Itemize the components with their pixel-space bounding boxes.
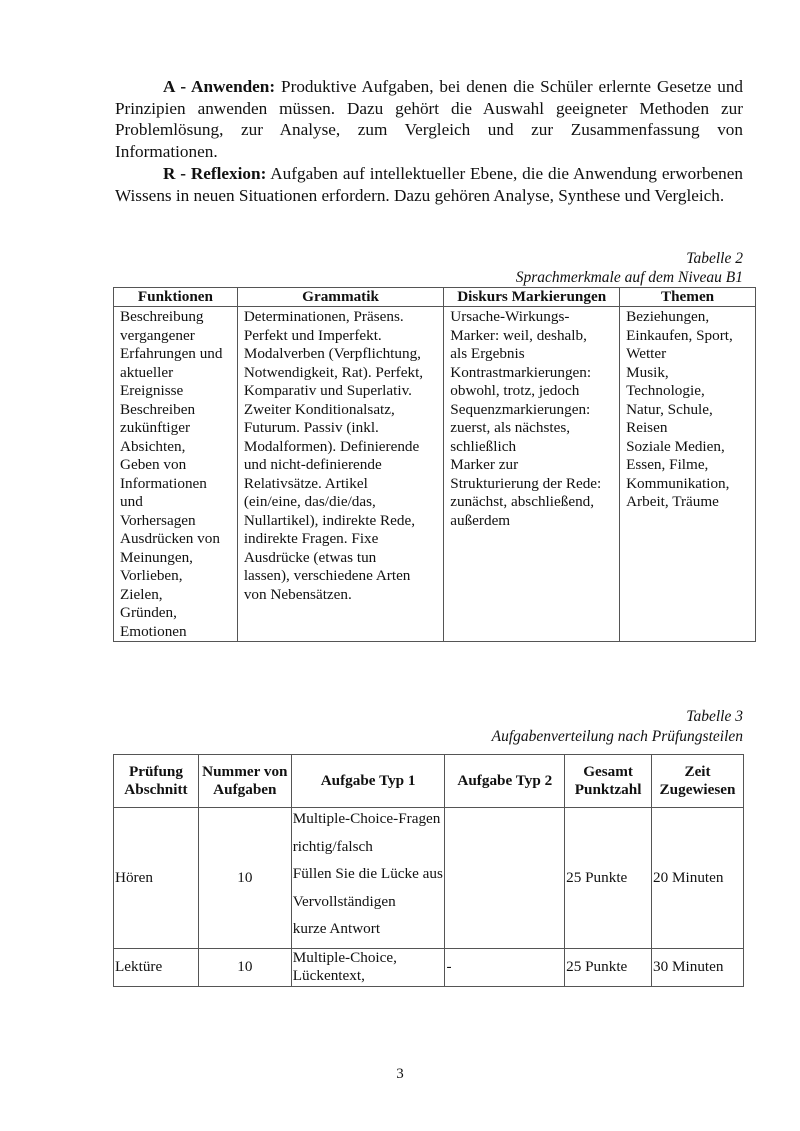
table2-funktionen-line: Vorhersagen: [120, 511, 196, 529]
table2-funktionen-line: Ausdrücken von: [120, 530, 220, 547]
table2-funktionen-line: Vorlieben,: [120, 567, 183, 584]
table3-cell-section: Hören: [114, 808, 199, 949]
table2-funktionen-line: Informationen: [120, 474, 207, 492]
table2-grammatik-line: Modalverben (Verpflichtung,: [243, 345, 421, 362]
table2-cell-grammatik: [237, 307, 443, 642]
table3-header-zeit-line2: Zugewiesen: [659, 781, 736, 798]
table2-grammatik-line: Zweiter Konditionalsatz,: [243, 400, 395, 418]
paragraph-lead-anwenden: A - Anwenden:: [163, 77, 276, 96]
table2-funktionen-line: Zielen,: [120, 585, 163, 603]
table3-cell-time: 30 Minuten: [652, 948, 744, 986]
table3-header-punktzahl-line1: Gesamt: [583, 762, 633, 780]
table3-cell-section: Lektüre: [114, 948, 199, 986]
type1-item: Multiple-Choice,: [292, 948, 397, 966]
table3-header-nummer-line1: Nummer von: [202, 762, 288, 780]
table2-cell-diskurs: [444, 307, 620, 642]
paragraph-text-anwenden: Produktive Aufgaben, bei denen die Schüler erlernte Gesetze und Prinzipien anwenden müssen. Dazu gehört die Auswahl geeigneter Methoden zur Problemlösung, zur Analyse, zum Vergleich und zur Zusammenfassung von Informationen.: [115, 77, 744, 161]
table2-grammatik-line: und nicht-definierende: [243, 456, 382, 473]
table2-diskurs-line: außerdem: [450, 511, 511, 529]
table2-grammatik-line: Komparativ und Superlativ.: [243, 382, 412, 399]
type1-item: Lückentext,: [292, 967, 365, 984]
table2-themen-line: Reisen: [626, 419, 668, 436]
table3-caption-title: Aufgabenverteilung nach Prüfungsteilen: [491, 728, 743, 745]
type1-item: Multiple-Choice-Fragen: [292, 810, 441, 827]
table3-cell-type1: [291, 948, 445, 986]
table3-header-pruefung-line2: Abschnitt: [124, 781, 188, 798]
table2-funktionen-line: Geben von: [120, 456, 187, 473]
table3-cell-type2: [445, 808, 565, 949]
table2-funktionen-line: Ereignisse: [120, 382, 184, 399]
table2-funktionen-line: Gründen,: [120, 604, 177, 621]
table3-header-nummer-line2: Aufgaben: [213, 781, 277, 798]
table3-header-typ2: Aufgabe Typ 2: [445, 755, 565, 808]
table2-grammatik-line: (ein/eine, das/die/das,: [243, 493, 376, 510]
table2-funktionen-line: Absichten,: [120, 437, 186, 455]
type1-item: richtig/falsch: [292, 837, 373, 855]
table2-themen-line: Essen, Filme,: [626, 456, 709, 473]
table2-cell-themen: [620, 307, 756, 642]
table2-caption-label: Tabelle 2: [686, 250, 743, 267]
table3-header-pruefung-line1: Prüfung: [128, 762, 183, 780]
table2-header-grammatik: Grammatik: [237, 288, 443, 307]
table3-cell-type2: -: [445, 948, 565, 986]
table2-funktionen-line: Meinungen,: [120, 548, 193, 566]
table3-cell-points: 25 Punkte: [565, 808, 652, 949]
table2-grammatik-line: Ausdrücke (etwas tun: [243, 548, 377, 566]
type1-item: kurze Antwort: [292, 920, 381, 937]
paragraph-lead-reflexion: R - Reflexion:: [163, 164, 267, 183]
table2-themen-line: Arbeit, Träume: [626, 493, 719, 510]
table2-grammatik-line: Determinationen, Präsens.: [243, 308, 404, 325]
table3-header-typ1: Aufgabe Typ 1: [291, 755, 445, 808]
table3-header-zeit: [652, 755, 744, 808]
table3-cell-time: 20 Minuten: [652, 808, 744, 949]
table2-grammatik-line: Perfekt und Imperfekt.: [243, 326, 382, 344]
table3-header-row: [114, 755, 744, 808]
table2-grammatik-line: lassen), verschiedene Arten: [243, 567, 411, 584]
table2-diskurs-line: Strukturierung der Rede:: [450, 474, 602, 492]
table3-header-nummer: [198, 755, 291, 808]
table2-diskurs-line: als Ergebnis: [450, 345, 525, 362]
table3-cell-points: 25 Punkte: [565, 948, 652, 986]
table2-grammatik-line: Relativsätze. Artikel: [243, 474, 368, 492]
table2-row: [114, 307, 756, 642]
table2-themen-line: Soziale Medien,: [626, 437, 725, 455]
table2-diskurs-line: Ursache-Wirkungs-: [450, 308, 570, 325]
table2-diskurs-line: Kontrastmarkierungen:: [450, 363, 592, 381]
table2-diskurs-line: zuerst, als nächstes,: [450, 419, 571, 436]
table2-diskurs-line: schließlich: [450, 437, 517, 455]
table2-themen-line: Musik,: [626, 363, 669, 381]
table3-header-punktzahl: [565, 755, 652, 808]
table2-themen-line: Natur, Schule,: [626, 400, 713, 418]
table2-funktionen-line: zukünftiger: [120, 419, 191, 436]
table2-caption-title: Sprachmerkmale auf dem Niveau B1: [515, 269, 743, 286]
table2-funktionen-line: aktueller: [120, 363, 174, 381]
table2-themen-line: Technologie,: [626, 382, 705, 399]
table2-diskurs-line: Marker zur: [450, 456, 519, 473]
paragraph-reflexion: [115, 163, 743, 206]
table2-funktionen-line: Beschreiben: [120, 400, 196, 418]
table-sprachmerkmale: [113, 287, 756, 642]
table2-header-row: [114, 288, 756, 307]
table3-caption-label: Tabelle 3: [686, 708, 743, 725]
table2-themen-line: Einkaufen, Sport,: [626, 326, 733, 344]
table2-grammatik-line: Notwendigkeit, Rat). Perfekt,: [243, 363, 424, 381]
table-aufgabenverteilung: [113, 754, 744, 987]
table2-header-themen: Themen: [620, 288, 756, 307]
type1-item: Vervollständigen: [292, 892, 396, 910]
table3-cell-count: 10: [198, 808, 291, 949]
paragraph-text-reflexion: Aufgaben auf intellektueller Ebene, die die Anwendung erworbenen Wissens in neuen Situationen erfordern. Dazu gehören Analyse, Synthese und Vergleich.: [115, 164, 743, 205]
table3-header-punktzahl-line2: Punktzahl: [574, 781, 642, 798]
table2-funktionen-line: und: [120, 493, 143, 510]
table3-header-zeit-line1: Zeit: [684, 762, 711, 780]
table3-row: [114, 808, 744, 949]
table2-grammatik-line: Nullartikel), indirekte Rede,: [243, 511, 416, 529]
table3-cell-type1: [291, 808, 445, 949]
table2-diskurs-line: obwohl, trotz, jedoch: [450, 382, 580, 399]
table2-funktionen-line: Erfahrungen und: [120, 345, 223, 362]
table2-grammatik-line: indirekte Fragen. Fixe: [243, 530, 379, 547]
table2-diskurs-line: Sequenzmarkierungen:: [450, 400, 591, 418]
table2-themen-line: Beziehungen,: [626, 308, 710, 325]
table3-cell-count: 10: [198, 948, 291, 986]
table2-grammatik-line: Modalformen). Definierende: [243, 437, 420, 455]
table2-diskurs-line: zunächst, abschließend,: [450, 493, 595, 510]
table2-funktionen-line: vergangener: [120, 326, 195, 344]
table2-header-funktionen: Funktionen: [114, 288, 238, 307]
paragraph-anwenden: [115, 76, 743, 162]
page-number: 3: [396, 1066, 404, 1082]
table2-themen-line: Wetter: [626, 345, 667, 362]
table3-header-pruefung: [114, 755, 199, 808]
table2-funktionen-line: Beschreibung: [120, 308, 204, 325]
table2-themen-line: Kommunikation,: [626, 474, 730, 492]
type1-item: Füllen Sie die Lücke aus: [292, 865, 443, 882]
table2-cell-funktionen: [114, 307, 238, 642]
table2-grammatik-line: von Nebensätzen.: [243, 585, 352, 603]
table2-diskurs-line: Marker: weil, deshalb,: [450, 326, 587, 344]
table3-row: [114, 948, 744, 986]
table2-grammatik-line: Futurum. Passiv (inkl.: [243, 419, 379, 436]
table2-funktionen-line: Emotionen: [120, 622, 187, 640]
table2-header-diskurs: Diskurs Markierungen: [444, 288, 620, 307]
